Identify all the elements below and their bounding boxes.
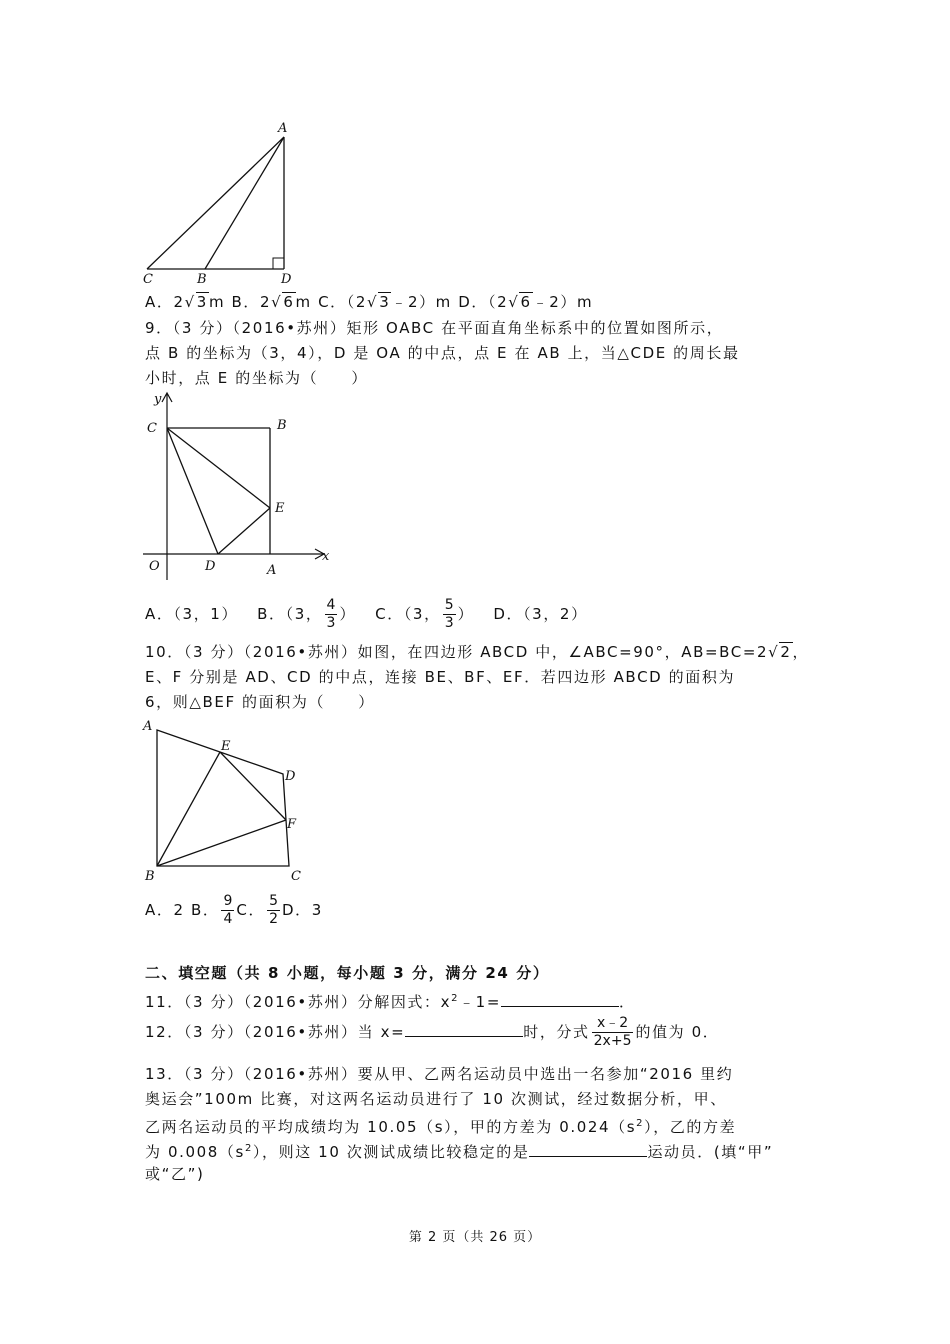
q9-line-2: 点 B 的坐标为（3，4），D 是 OA 的中点，点 E 在 AB 上，当△CDE 的周长最 [145, 344, 740, 362]
q9-line-1: 9．（3 分）（2016•苏州）矩形 OABC 在平面直角坐标系中的位置如图所示， [145, 319, 724, 337]
q10-line-1 [145, 641, 809, 663]
q12-text-mid: 时，分式 [523, 1023, 590, 1041]
sqrt-sign: √6 [508, 293, 532, 311]
fig8-label-b: B [197, 272, 207, 287]
fraction [267, 893, 280, 928]
denominator: 3 [326, 615, 336, 631]
fig9-label-a: A [267, 563, 277, 578]
radicand: 6 [283, 293, 295, 311]
q13-answer-blank[interactable] [529, 1140, 647, 1157]
q10-options [145, 890, 323, 930]
q10-line-2: E、F 分别是 AD、CD 的中点，连接 BE、BF、EF．若四边形 ABCD 的面积为 [145, 668, 736, 686]
q13-line-2: 奥运会”100m 比赛，对这两名运动员进行了 10 次测试，经过数据分析，甲、 [145, 1090, 727, 1108]
q8-opt-c-post: ﹣2）m [391, 293, 452, 311]
figure-q8-triangle [135, 115, 315, 287]
q10-line-1-end: ， [792, 643, 810, 661]
q13-line-4-post: 运动员．(填“甲” [647, 1143, 774, 1161]
denominator: 4 [223, 911, 233, 927]
q9-opt-a: A．（3，1） [145, 605, 239, 623]
q8-opt-a: A．2 [145, 293, 185, 311]
sqrt-sign: √6 [271, 293, 295, 311]
fig10-label-d: D [285, 769, 296, 784]
q13-line-1: 13．（3 分）（2016•苏州）要从甲、乙两名运动员中选出一名参加“2016 里约 [145, 1065, 734, 1083]
q13-line-5: 或“乙”) [145, 1165, 205, 1183]
numerator: x﹣2 [592, 1015, 634, 1033]
q11 [145, 988, 636, 1013]
q12-answer-blank[interactable] [405, 1020, 523, 1037]
q11-end: ． [619, 993, 636, 1011]
fig9-label-o: O [149, 559, 160, 574]
unit: m [295, 293, 312, 311]
q13-line-4-text: 为 0.008（s [145, 1143, 245, 1161]
q10-opt-a: A．2 [145, 901, 185, 919]
fraction [221, 893, 234, 928]
q9-opt-c-post: ） [457, 605, 475, 623]
q8-options [145, 291, 593, 313]
q10-opt-c: C． [236, 901, 266, 919]
q10-line-1-text: 10．（3 分）（2016•苏州）如图，在四边形 ABCD 中，∠ABC=90°，AB=BC=2 [145, 643, 769, 661]
fig10-label-a: A [143, 719, 153, 734]
fig8-label-c: C [143, 272, 153, 287]
fig9-label-d: D [205, 559, 216, 574]
figure-q9-rectangle [135, 388, 340, 583]
fig10-label-e: E [221, 739, 231, 754]
q12-text-post: 的值为 0． [635, 1023, 720, 1041]
exponent: 2 [244, 1143, 253, 1154]
fig9-label-x: x [322, 549, 330, 564]
q12 [145, 1014, 719, 1050]
q8-opt-d: D．（2 [458, 293, 509, 311]
q13-line-4-mid: ），则这 10 次测试成绩比较稳定的是 [252, 1143, 530, 1161]
sqrt-sign: √3 [184, 293, 208, 311]
q13-line-3 [145, 1113, 736, 1138]
fig10-label-c: C [291, 869, 301, 884]
denominator: 2 [269, 911, 278, 927]
numerator: 5 [444, 597, 454, 613]
figure-q10-quadrilateral [135, 712, 315, 887]
fig10-label-b: B [145, 869, 155, 884]
q11-text: 11．（3 分）（2016•苏州）分解因式：x [145, 993, 452, 1011]
fig8-label-d: D [281, 272, 292, 287]
q9-options [145, 594, 588, 634]
q9-opt-b-post: ） [339, 605, 357, 623]
fig9-label-b: B [277, 418, 287, 433]
sqrt-sign: √3 [367, 293, 391, 311]
unit: m [208, 293, 226, 311]
q9-opt-b: B．（3， [257, 605, 323, 623]
q8-opt-b: B．2 [231, 293, 272, 311]
q10-line-3: 6，则△BEF 的面积为（ ） [145, 693, 375, 711]
fig9-label-y: y [154, 392, 162, 407]
exponent: 2 [636, 1118, 645, 1129]
section-2-title: 二、填空题（共 8 小题，每小题 3 分，满分 24 分） [145, 964, 550, 982]
page-footer: 第 2 页（共 26 页） [408, 1230, 542, 1245]
q8-opt-c: C．（2 [318, 293, 368, 311]
q10-opt-d: D．3 [282, 901, 323, 919]
denominator: 2x+5 [593, 1033, 632, 1049]
fig9-label-c: C [147, 421, 157, 436]
q10-opt-b: B． [184, 901, 220, 919]
q8-opt-d-post: ﹣2）m [532, 293, 594, 311]
sqrt-sign: √2 [768, 643, 792, 661]
q9-line-3: 小时，点 E 的坐标为（ ） [145, 369, 369, 387]
q11-text-post: ﹣1= [459, 993, 501, 1011]
fraction [443, 597, 456, 632]
radicand: 6 [520, 293, 532, 311]
q13-line-4 [145, 1138, 773, 1163]
numerator: 4 [326, 597, 336, 613]
fig9-label-e: E [275, 501, 285, 516]
radicand: 3 [196, 293, 208, 311]
q13-line-3-post: ），乙的方差 [644, 1118, 737, 1136]
fig8-label-a: A [278, 121, 288, 136]
numerator: 5 [269, 893, 278, 909]
radicand: 2 [780, 643, 792, 661]
fraction [592, 1015, 634, 1050]
radicand: 3 [379, 293, 391, 311]
numerator: 9 [223, 893, 233, 909]
fig10-label-f: F [287, 817, 297, 832]
q13-line-3-text: 乙两名运动员的平均成绩均为 10.05（s），甲的方差为 0.024（s [145, 1118, 637, 1136]
q9-opt-c: C．（3， [375, 605, 441, 623]
q11-answer-blank[interactable] [501, 990, 619, 1007]
q11-exponent: 2 [451, 993, 460, 1004]
fraction [325, 597, 338, 632]
q9-opt-d: D．（3，2） [493, 605, 588, 623]
q12-text: 12．（3 分）（2016•苏州）当 x= [145, 1023, 406, 1041]
denominator: 3 [444, 615, 454, 631]
